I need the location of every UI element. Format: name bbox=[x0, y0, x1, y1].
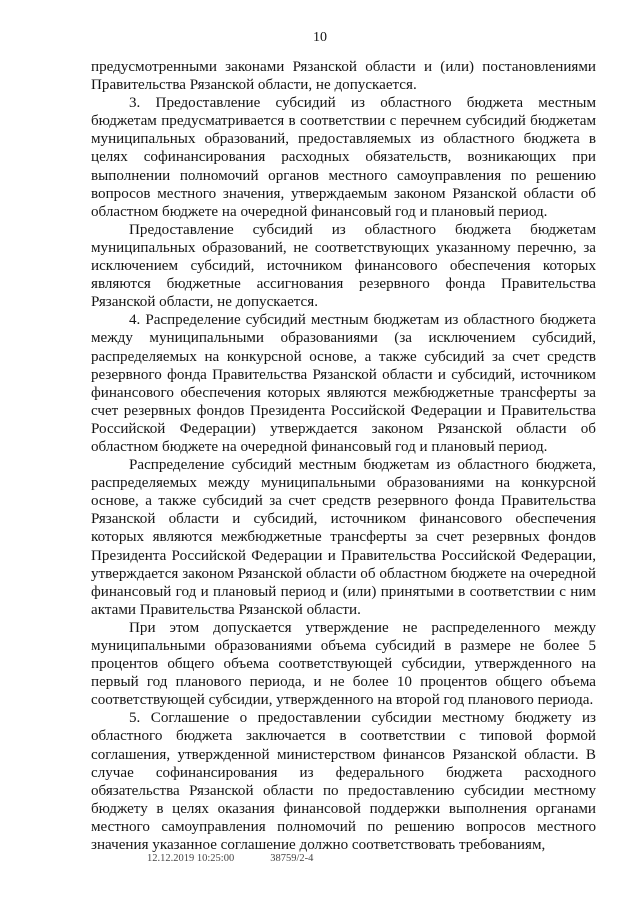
paragraph-item-5: 5. Соглашение о предоставлении субсидии местному бюджету из областного бюджета заключается в соответствии с типовой формой соглашения, утвержденной министерством финансов Рязанской области. В случае софинансирования из федерального бюджета расходного обязательства Рязанской области по предоставлению субсидии местному бюджету в целях оказания финансовой поддержки выполнения органами местного самоуправления полномочий по решению вопросов местного значения указанное соглашение должно соответствовать требованиям, bbox=[91, 710, 596, 854]
paragraph-item-4-note: При этом допускается утверждение не распределенного между муниципальными образованиями объема субсидий в размере не более 5 процентов общего объема соответствующей субсидии, утвержденного на первый год планового периода, и не более 10 процентов общего объема соответствующей субсидии, утвержденного на второй год планового периода. bbox=[91, 619, 596, 709]
paragraph-item-4-distribution: Распределение субсидий местным бюджетам из областного бюджета, распределяемых между муниципальными образованиями на конкурсной основе, а также субсидий за счет средств резервного фонда Правительства Рязанской области и субсидий, источником финансового обеспечения которых являются межбюджетные трансферты за счет резервных фондов Президента Российской Федерации и Правительства Российской Федерации, утверждается законом Рязанской области об областном бюджете на очередной финансовый год и плановый период и (или) принятыми в соответствии с ним актами Правительства Рязанской области. bbox=[91, 457, 596, 618]
footer-timestamp: 12.12.2019 10:25:00 bbox=[147, 853, 235, 864]
page-number: 10 bbox=[313, 30, 327, 45]
footer bbox=[147, 853, 349, 864]
footer-doc-code: 38759/2-4 bbox=[270, 853, 314, 864]
paragraph-item-4: 4. Распределение субсидий местным бюджетам из областного бюджета между муниципальными образованиями (за исключением субсидий, распределяемых на конкурсной основе, а также субсидий за счет средств резервного фонда Правительства Рязанской области и субсидий, источником финансового обеспечения которых являются межбюджетные трансферты за счет резервных фондов Президента Российской Федерации и Правительства Российской Федерации) утверждается законом Рязанской области об областном бюджете на очередной финансовый год и плановый период. bbox=[91, 312, 596, 455]
paragraph-item-3: 3. Предоставление субсидий из областного бюджета местным бюджетам предусматривается в соответствии с перечнем субсидий бюджетам муниципальных образований, предоставляемых из областного бюджета в целях софинансирования расходных обязательств, возникающих при выполнении полномочий органов местного самоуправления по решению вопросов местного значения, утверждаемым законом Рязанской области об областном бюджете на очередной финансовый год и плановый период. bbox=[91, 95, 596, 220]
paragraph-item-3-note: Предоставление субсидий из областного бюджета бюджетам муниципальных образований, не соответствующих указанному перечню, за исключением субсидий, источником финансового обеспечения которых являются бюджетные ассигнования резервного фонда Правительства Рязанской области, не допускается. bbox=[91, 221, 596, 311]
paragraph-continuation: предусмотренными законами Рязанской области и (или) постановлениями Правительства Рязанской области, не допускается. bbox=[91, 59, 596, 94]
document-body bbox=[91, 58, 596, 854]
